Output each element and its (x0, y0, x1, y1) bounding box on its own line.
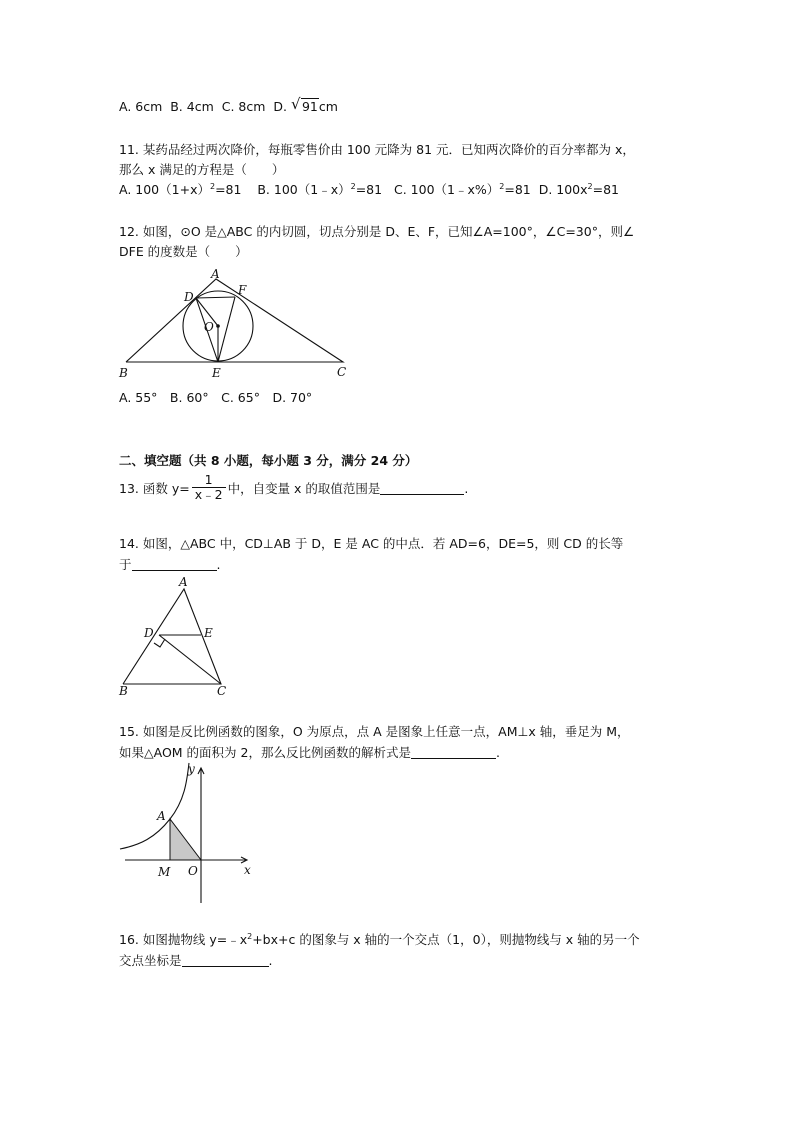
q14-label-a: A (179, 575, 188, 589)
q12-label-d: D (184, 290, 194, 304)
q12-label-f: F (238, 283, 247, 297)
q12-label-o: O (204, 320, 214, 334)
q14-right-angle-mark (154, 639, 165, 647)
q13-numerator: 1 (192, 473, 226, 488)
q15-label-a: A (157, 809, 166, 823)
q14-answer-blank[interactable] (132, 558, 217, 571)
section2-heading: 二、填空题（共 8 小题，每小题 3 分，满分 24 分） (119, 453, 418, 468)
q14-end: . (216, 557, 221, 572)
q13-line (119, 474, 468, 504)
q15-end: . (495, 745, 500, 760)
q11-option-b-tail: =81 (355, 182, 383, 197)
q15-label-o: O (188, 864, 198, 878)
q10-option-b[interactable]: B. 4cm (170, 99, 214, 114)
q11-options (119, 182, 619, 198)
q16-answer-blank[interactable] (182, 954, 269, 967)
q14-label-b: B (119, 684, 128, 698)
q16-line2 (119, 953, 273, 969)
q12-segment-df (196, 297, 235, 298)
sqrt-symbol: √ 91 (290, 95, 318, 114)
q10-option-d-unit: cm (318, 99, 338, 114)
q11-line1: 11. 某药品经过两次降价，每瓶零售价由 100 元降为 81 元．已知两次降价的百分率都为 x， (119, 142, 635, 157)
q16-end: . (268, 953, 273, 968)
q12-segment-fe (218, 297, 235, 362)
q13-fraction (192, 473, 226, 502)
q12-line2: DFE 的度数是（ ） (119, 244, 248, 259)
q11-option-b-sup: 2 (350, 182, 356, 191)
q14-line2 (119, 557, 221, 573)
q11-option-d-sup: 2 (587, 182, 593, 191)
q11-option-a[interactable] (119, 182, 241, 197)
q16-line2-text: 交点坐标是 (119, 953, 182, 968)
q14-label-c: C (217, 684, 227, 698)
q13-prefix: 13. 函数 y= (119, 481, 190, 496)
q11-option-c-tail: =81 (504, 182, 531, 197)
q11-option-d-text: D. 100x (538, 182, 588, 197)
q14-figure (115, 575, 240, 698)
q13-end: . (464, 481, 469, 496)
q12-label-a: A (211, 268, 220, 281)
q15-shaded-triangle (170, 819, 201, 860)
q11-option-a-text: A. 100（1+x） (119, 182, 210, 197)
q11-option-d[interactable] (539, 182, 619, 197)
q16-line1-b: +bx+c 的图象与 x 轴的一个交点（1，0），则抛物线与 x 轴的另一个 (252, 932, 640, 947)
q15-line2-text: 如果△AOM 的面积为 2，那么反比例函数的解析式是 (119, 745, 411, 760)
q10-option-a[interactable]: A. 6cm (119, 99, 163, 114)
q10-option-d-prefix: D. (273, 99, 291, 114)
q11-option-a-tail: =81 (215, 182, 242, 197)
q15-line2 (119, 745, 500, 761)
q10-option-d[interactable] (273, 95, 338, 114)
q12-options: A. 55° B. 60° C. 65° D. 70° (119, 390, 313, 405)
q15-label-y: y (188, 762, 195, 776)
q12-label-e: E (212, 366, 221, 380)
q12-label-b: B (119, 366, 128, 380)
q15-figure (115, 760, 265, 905)
q11-option-b-text: B. 100（1﹣x） (257, 182, 351, 197)
q13-denominator: x﹣2 (194, 487, 223, 502)
q16-line1-a: 16. 如图抛物线 y=﹣x (119, 932, 248, 947)
q12-center-dot (216, 324, 220, 328)
q11-option-c-text: C. 100（1﹣x%） (394, 182, 500, 197)
q13-answer-blank[interactable] (380, 482, 464, 495)
q12-triangle (126, 279, 343, 362)
q15-answer-blank[interactable] (411, 746, 496, 759)
q10-options (119, 95, 338, 115)
q16-line1-sup: 2 (247, 932, 253, 941)
q11-option-d-tail: =81 (592, 182, 620, 197)
q14-label-e: E (204, 626, 213, 640)
q11-option-a-sup: 2 (209, 182, 216, 191)
q11-option-c[interactable] (394, 182, 531, 197)
q11-line2: 那么 x 满足的方程是（ ） (119, 162, 285, 177)
q15-label-m: M (158, 865, 171, 879)
q10-option-d-radicand: 91 (301, 99, 318, 114)
q12-figure (115, 268, 360, 383)
q12-line1: 12. 如图，⊙O 是△ABC 的内切圆，切点分别是 D、E、F，已知∠A=100°，∠C=30°，则∠ (119, 224, 635, 239)
q14-line1: 14. 如图，△ABC 中，CD⊥AB 于 D，E 是 AC 的中点．若 AD=6，DE=5，则 CD 的长等 (119, 536, 624, 551)
q13-suffix: 中，自变量 x 的取值范围是 (227, 481, 381, 496)
q14-label-d: D (144, 626, 154, 640)
q12-label-c: C (337, 365, 347, 379)
q10-option-c[interactable]: C. 8cm (221, 99, 266, 114)
q16-line1 (119, 932, 640, 948)
q14-line2-prefix: 于 (119, 557, 132, 572)
q15-label-x: x (244, 863, 251, 877)
q15-line1: 15. 如图是反比例函数的图象，O 为原点，点 A 是图象上任意一点，AM⊥x 轴，垂足为 M， (119, 724, 630, 739)
q11-option-c-sup: 2 (499, 182, 505, 191)
q11-option-b[interactable] (257, 182, 382, 197)
